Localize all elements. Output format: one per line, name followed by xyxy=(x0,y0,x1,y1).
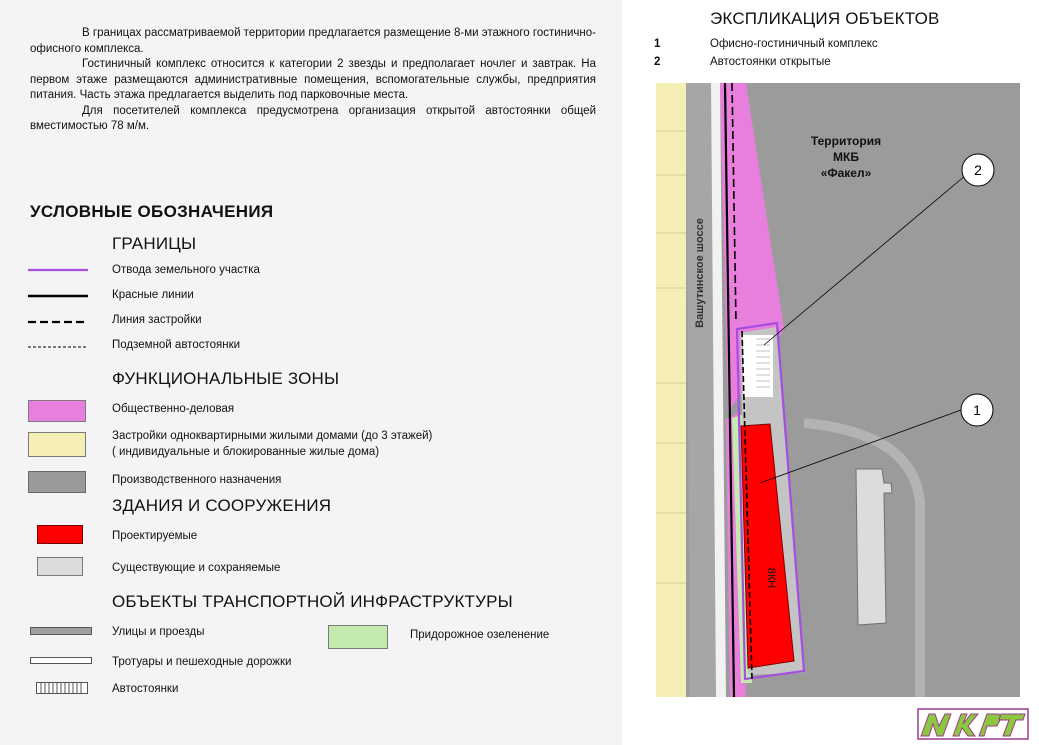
swatch-sidewalks xyxy=(30,657,92,664)
legend-label-residential: Застройки одноквартирными жилыми домами (до 3 этажей) xyxy=(112,430,433,442)
legend-label-projected: Проектируемые xyxy=(112,530,198,542)
explication-label-2: Автостоянки открытые xyxy=(710,56,831,68)
legend-heading-buildings: ЗДАНИЯ И СООРУЖЕНИЯ xyxy=(112,496,332,515)
legend-heading-transport: ОБЪЕКТЫ ТРАНСПОРТНОЙ ИНФРАСТРУКТУРЫ xyxy=(112,592,513,611)
swatch-industrial-zone xyxy=(28,471,86,493)
swatch-public-business-zone xyxy=(28,400,86,422)
explication-title: ЭКСПЛИКАЦИЯ ОБЪЕКТОВ xyxy=(710,9,940,28)
legend-label-parking: Автостоянки xyxy=(112,683,179,695)
swatch-streets xyxy=(30,627,92,635)
explication-panel xyxy=(628,0,1039,78)
legend-label-land-plot: Отвода земельного участка xyxy=(112,264,260,276)
explication-label-1: Офисно-гостиничный комплекс xyxy=(710,38,878,50)
legend-heading-zones: ФУНКЦИОНАЛЬНЫЕ ЗОНЫ xyxy=(112,369,340,388)
boundary-symbols xyxy=(28,264,90,354)
explication-num-1: 1 xyxy=(654,38,661,50)
legend-label-underground-parking: Подземной автостоянки xyxy=(112,339,241,351)
swatch-projected-building xyxy=(37,525,83,544)
legend-label-industrial: Производственного назначения xyxy=(112,474,282,486)
legend-label-building-line: Линия застройки xyxy=(112,314,202,326)
callout-2-number: 2 xyxy=(974,162,982,178)
legend-label-red-lines: Красные линии xyxy=(112,289,194,301)
project-description xyxy=(30,26,596,135)
legend-label-residential-note: ( индивидуальные и блокированные жилые дома) xyxy=(112,446,380,458)
parking-lot xyxy=(743,335,773,397)
legend-title: УСЛОВНЫЕ ОБОЗНАЧЕНИЯ xyxy=(30,202,274,221)
swatch-residential-zone xyxy=(28,432,86,457)
building-floors-label: 8КН xyxy=(765,567,777,589)
description-paragraph-2: Гостиничный комплекс относится к категории 2 звезды и предполагает ночлег и завтрак. На первом этаже размещаются административные помещения, вспомогательные службы, предприятия питания. Часть этажа предлагается выделить под парковочные места. xyxy=(30,58,596,101)
legend-label-existing: Существующие и сохраняемые xyxy=(112,562,281,574)
territory-label-2: МКБ xyxy=(833,150,859,164)
description-paragraph-3: Для посетителей комплекса предусмотрена организация открытой автостоянки общей вместимостью 78 м/м. xyxy=(30,104,596,132)
legend-label-streets: Улицы и проезды xyxy=(112,626,205,638)
territory-label-3: «Факел» xyxy=(820,166,872,180)
legend-label-roadside-greenery: Придорожное озеленение xyxy=(410,629,550,641)
explication-num-2: 2 xyxy=(654,56,661,68)
legend-heading-boundaries: ГРАНИЦЫ xyxy=(112,234,197,253)
description-paragraph-1: В границах рассматриваемой территории предлагается размещение 8-ми этажного гостинично-офисного комплекса. xyxy=(30,27,596,55)
swatch-existing-building xyxy=(37,557,83,576)
callout-1-number: 1 xyxy=(973,402,981,418)
road-name-label: Вашутинское шоссе xyxy=(694,218,706,328)
vashutinskoe-road xyxy=(686,83,716,697)
ikrt-logo xyxy=(917,706,1029,740)
legend-label-sidewalks: Тротуары и пешеходные дорожки xyxy=(112,656,292,668)
site-plan-map xyxy=(656,83,1020,697)
legend-label-public-business: Общественно-деловая xyxy=(112,403,235,415)
territory-label-1: Территория xyxy=(810,134,882,148)
swatch-roadside-greenery xyxy=(328,625,388,649)
swatch-parking xyxy=(36,682,88,694)
